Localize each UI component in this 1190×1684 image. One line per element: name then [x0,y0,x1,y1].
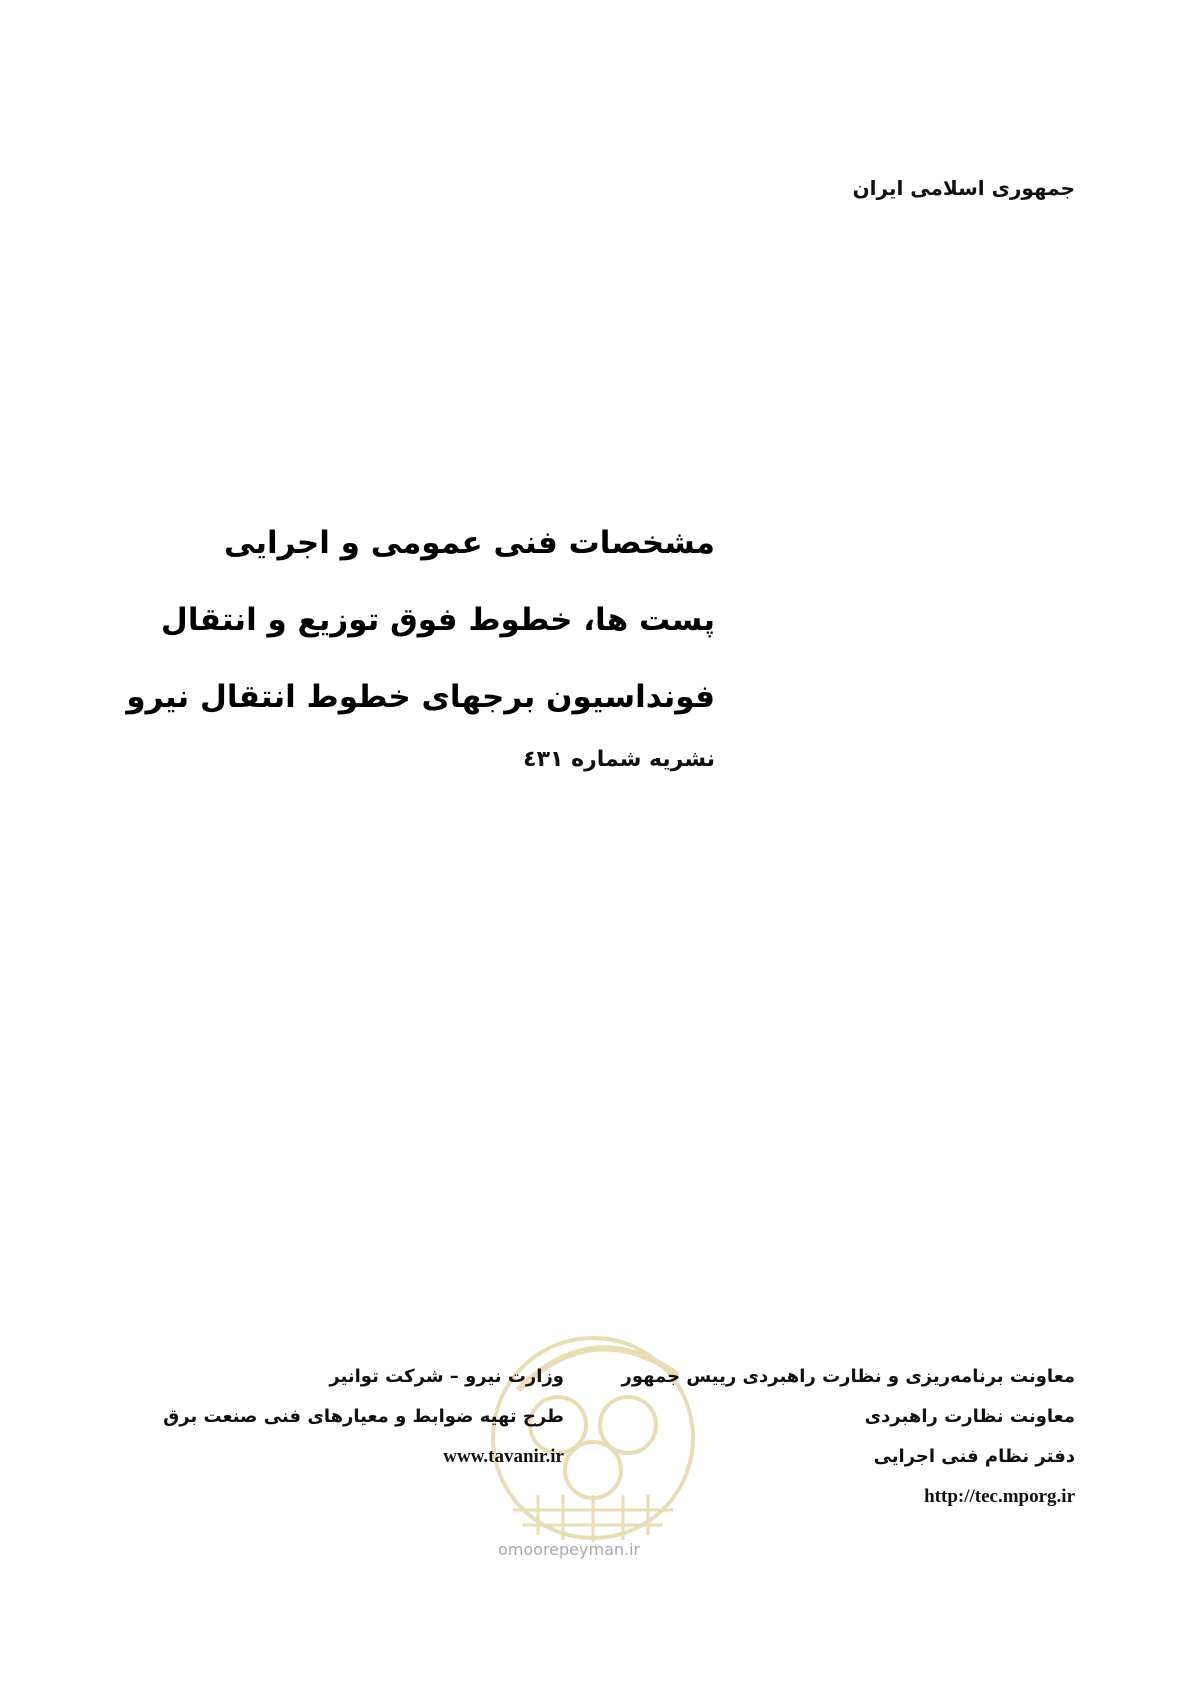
footer-left-org [163,1357,564,1477]
title-line-3: فونداسیون برجهای خطوط انتقال نیرو [126,679,715,715]
title-block [126,505,715,780]
footer-right-url-link[interactable]: http://tec.mporg.ir [924,1486,1075,1507]
footer-left-url-link[interactable]: www.tavanir.ir [443,1446,564,1467]
title-line-2: پست ها، خطوط فوق توزیع و انتقال [160,602,715,638]
footer-left-line-2: طرح تهیه ضوابط و معیارهای فنی صنعت برق [163,1406,564,1427]
footer-right-line-3: دفتر نظام فنی اجرایی [873,1446,1075,1467]
title-line-1: مشخصات فنی عمومی و اجرایی [223,525,715,561]
footer-right-line-2: معاونت نظارت راهبردی [864,1406,1075,1427]
footer-left-line-1: وزارت نیرو – شرکت توانیر [329,1366,564,1387]
publication-number: نشریه شماره ٤٣١ [523,747,715,772]
footer-right-line-1: معاونت برنامه‌ریزی و نظارت راهبردی رییس جمهور [621,1366,1075,1387]
country-name: جمهوری اسلامی ایران [852,176,1075,200]
footer-right-org [622,1357,1075,1517]
watermark-site: omoorepeyman.ir [498,1540,641,1559]
